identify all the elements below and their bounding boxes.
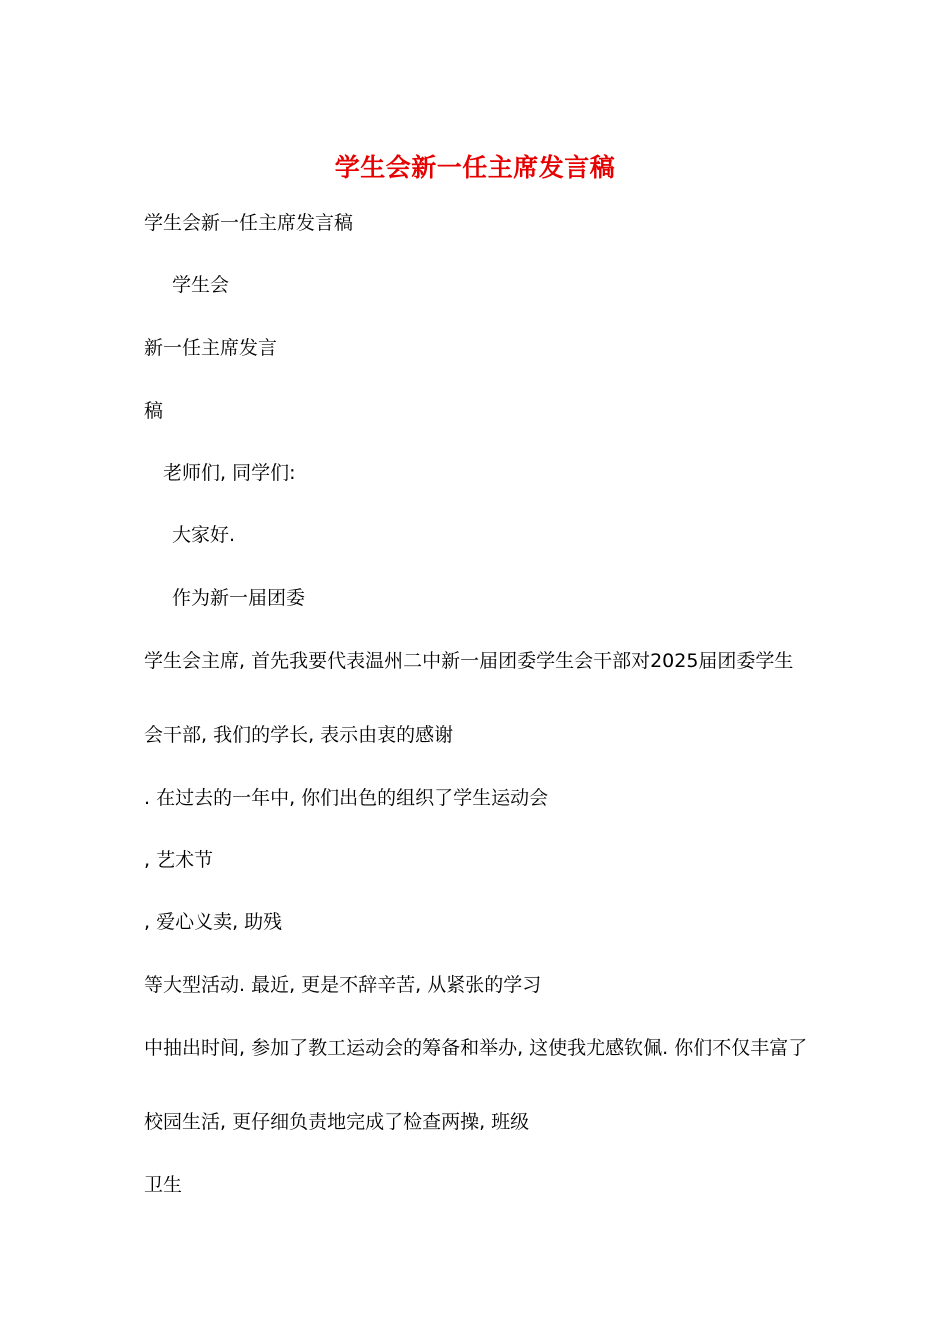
document-title: 学生会新一任主席发言稿 [334, 153, 616, 182]
paragraph-line: 中抽出时间, 参加了教工运动会的筹备和举办, 这使我尤感钦佩. 你们不仅丰富了 [144, 1037, 808, 1059]
paragraph-line: , 爱心义卖, 助残 [144, 911, 283, 933]
paragraph-line: , 艺术节 [144, 849, 214, 871]
salutation-line: 老师们, 同学们: [163, 462, 296, 484]
paragraph-line: 学生会新一任主席发言稿 [144, 212, 354, 234]
paragraph-line: 学生会 [172, 274, 230, 296]
paragraph-line: 学生会主席, 首先我要代表温州二中新一届团委学生会干部对2025届团委学生 [144, 650, 794, 672]
paragraph-line: 稿 [144, 400, 164, 422]
paragraph-line: . 在过去的一年中, 你们出色的组织了学生运动会 [144, 787, 549, 809]
paragraph-line: 卫生 [144, 1174, 183, 1196]
greeting-line: 大家好. [172, 524, 236, 546]
paragraph-line: 等大型活动. 最近, 更是不辞辛苦, 从紧张的学习 [144, 974, 542, 996]
paragraph-line: 校园生活, 更仔细负责地完成了检查两操, 班级 [144, 1111, 530, 1133]
paragraph-line: 作为新一届团委 [172, 587, 306, 609]
paragraph-line: 会干部, 我们的学长, 表示由衷的感谢 [144, 724, 454, 746]
paragraph-line: 新一任主席发言 [144, 337, 278, 359]
